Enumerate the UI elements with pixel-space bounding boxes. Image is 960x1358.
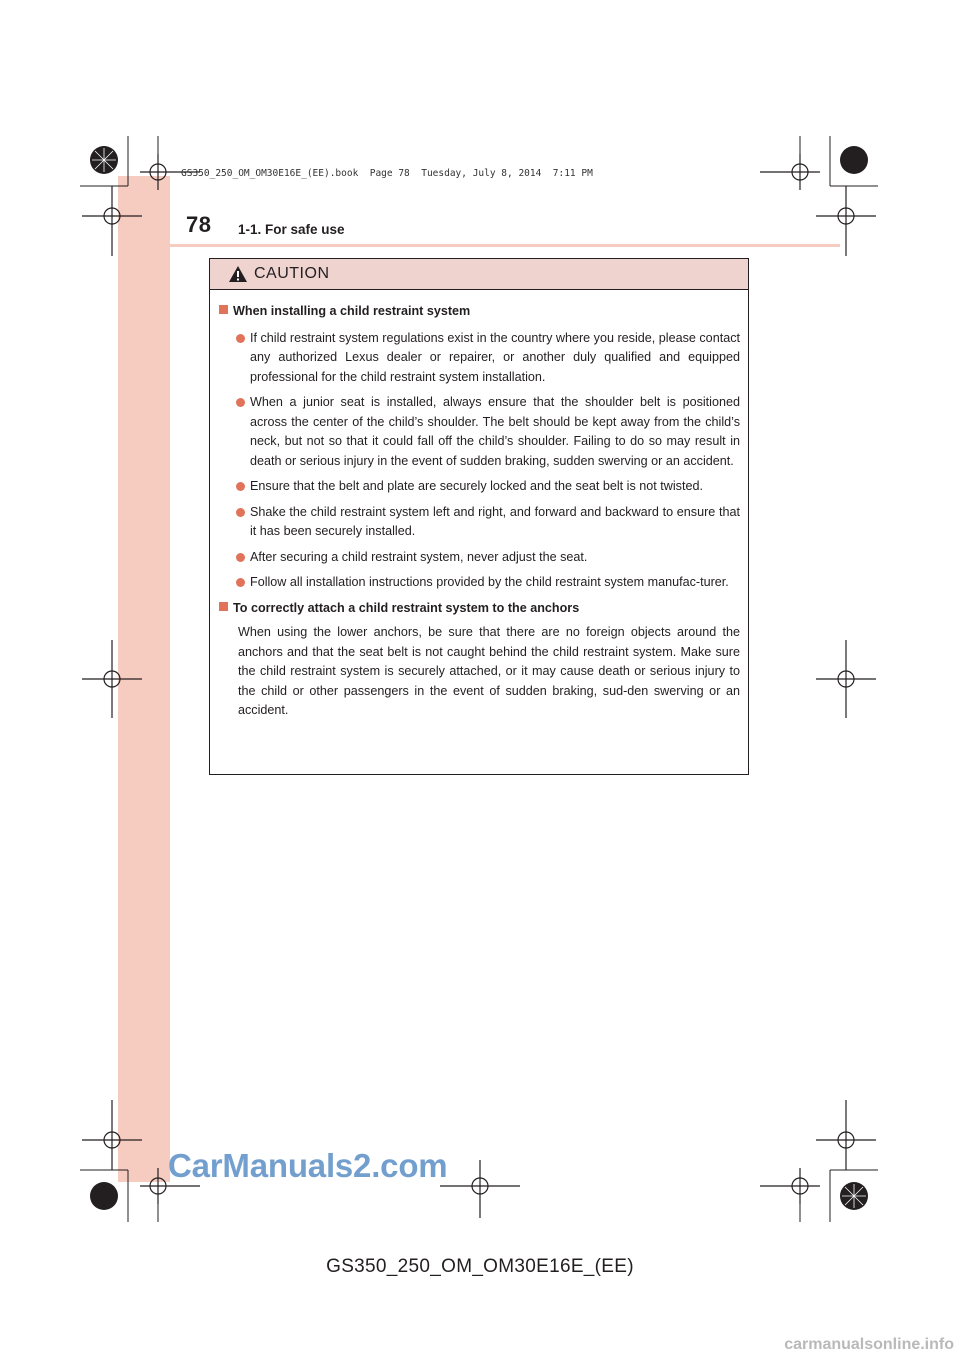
caution-paragraph: When using the lower anchors, be sure that there are no foreign objects around the anchors and that the seat belt is not caught behind the child restraint system. Make sure the child restraint system is securely attached, or it may cause death or serious injury to the child or other passengers in the event of sudden braking, sud-den swerving or an accident. [238,625,740,717]
crosshair-target-tr1 [760,154,820,190]
list-item [236,503,740,542]
round-bullet-icon [236,578,245,587]
list-item-text: Ensure that the belt and plate are securely locked and the seat belt is not twisted. [250,479,703,493]
registration-dot-tr [840,146,868,174]
print-stamp: GS350_250_OM_OM30E16E_(EE).book Page 78 Tuesday, July 8, 2014 7:11 PM [181,168,593,179]
list-item [236,573,740,593]
crosshair-target-bl1 [82,1100,142,1170]
crosshair-target-mr [816,640,876,718]
list-item-text: Shake the child restraint system left and right, and forward and backward to ensure that it has been securely installed. [250,504,740,538]
subheading-text: To correctly attach a child restraint system to the anchors [233,600,580,615]
caution-box [209,258,749,775]
page-number: 78 [186,212,212,237]
section-title: 1-1. For safe use [238,222,345,237]
crosshair-target-tl2 [82,186,142,256]
square-bullet-icon [219,602,228,611]
round-bullet-icon [236,334,245,343]
list-item-text: If child restraint system regulations exist in the country where you reside, please contact any authorized Lexus dealer or repairer, or another duly qualified and equipped professional for the child restraint system installation. [250,330,740,384]
warning-triangle-icon [228,265,248,283]
list-item-text: When a junior seat is installed, always ensure that the shoulder belt is positioned across the center of the child’s shoulder. The belt should be kept away from the child’s neck, but not so that it could fall off the child’s shoulder. Failing to do so may result in death or serious injury in the event of sudden braking, sudden swerving or an accident. [250,395,740,468]
caution-header [210,259,748,290]
square-bullet-icon [219,305,228,314]
list-item [236,477,740,497]
caution-subheading [219,302,740,322]
watermark-link[interactable]: CarManuals2.com [168,1147,448,1184]
crosshair-target-tr2 [816,186,876,256]
caution-subheading [219,599,740,619]
list-item-text: After securing a child restraint system, never adjust the seat. [250,549,588,564]
caution-body [210,290,748,721]
crosshair-target-ml [82,640,142,718]
round-bullet-icon [236,508,245,517]
round-bullet-icon [236,482,245,491]
caution-label: CAUTION [254,265,330,282]
list-item-text: Follow all installation instructions provided by the child restraint system manufac-turer. [250,575,729,589]
list-item [236,329,740,388]
list-item [236,393,740,471]
crosshair-target-bm [440,1160,520,1218]
footer-doc-code: GS350_250_OM_OM30E16E_(EE) [326,1256,634,1277]
round-bullet-icon [236,398,245,407]
round-bullet-icon [236,553,245,562]
crosshair-target-br2 [760,1168,820,1204]
registration-dot-bl [90,1182,118,1210]
list-item [236,548,740,568]
crosshair-target-br1 [816,1100,876,1170]
subheading-text: When installing a child restraint system [233,304,471,318]
footer-site-link[interactable]: carmanualsonline.info [784,1336,954,1353]
